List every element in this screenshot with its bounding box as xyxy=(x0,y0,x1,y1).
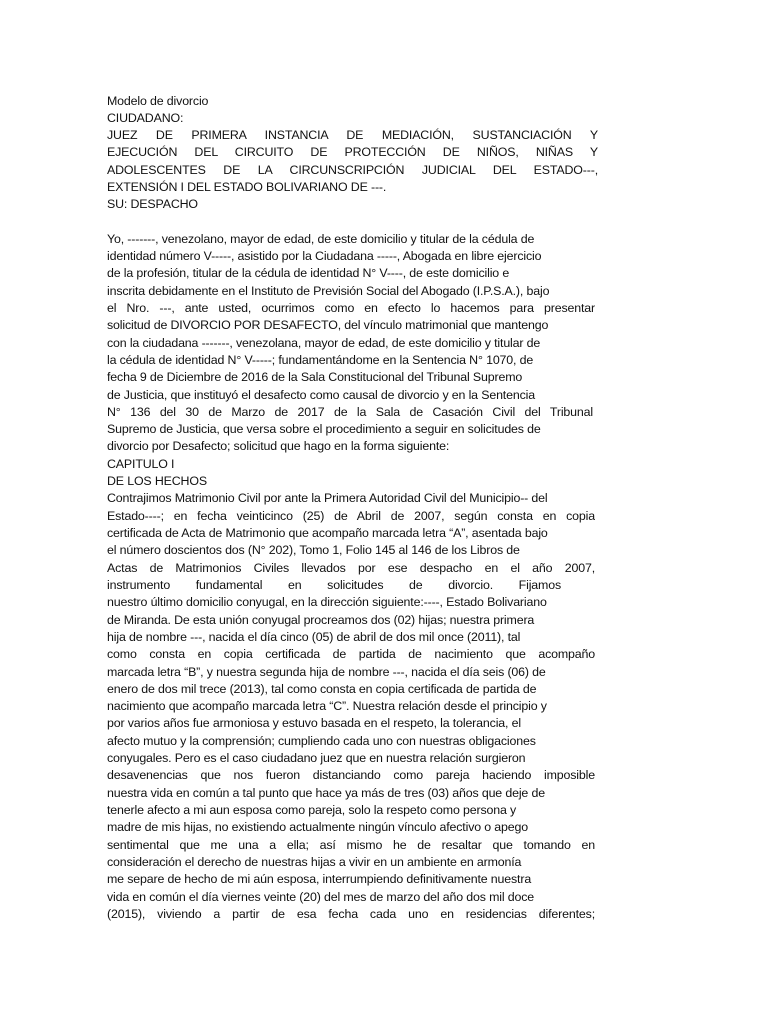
text-line: como consta en copia certificada de partida de nacimiento que acompaño xyxy=(107,647,595,661)
text-line: tenerle afecto a mi aun esposa como pareja, solo la respeto como persona y xyxy=(107,803,517,817)
text-line: certificada de Acta de Matrimonio que acompaño marcada letra “A”, asentada bajo xyxy=(107,526,548,540)
text-line: con la ciudadana -------, venezolana, mayor de edad, de este domicilio y titular de xyxy=(107,336,541,350)
text-line: hija de nombre ---, nacida el día cinco (05) de abril de dos mil once (2011), tal xyxy=(107,630,521,644)
text-line: consideración el derecho de nuestras hijas a vivir en un ambiente en armonía xyxy=(107,855,522,869)
text-line: instrumento fundamental en solicitudes de divorcio. Fijamos xyxy=(107,578,561,592)
text-line: fecha 9 de Diciembre de 2016 de la Sala Constitucional del Tribunal Supremo xyxy=(107,370,523,384)
text-line: madre de mis hijas, no existiendo actualmente ningún vínculo afectivo o apego xyxy=(107,820,529,834)
text-line: por varios años fue armoniosa y estuvo basada en el respeto, la tolerancia, el xyxy=(107,716,521,730)
text-line: SU: DESPACHO xyxy=(107,197,198,211)
chapter-heading: CAPITULO I xyxy=(107,457,175,471)
text-line: afecto mutuo y la comprensión; cumpliendo cada uno con nuestras obligaciones xyxy=(107,734,536,748)
addressee-label: CIUDADANO: xyxy=(107,111,184,125)
text-line: EXTENSIÓN I DEL ESTADO BOLIVARIANO DE ---. xyxy=(107,180,387,194)
text-line: sentimental que me una a ella; así mismo he de resaltar que tomando en xyxy=(107,838,595,852)
text-line: divorcio por Desafecto; solicitud que hago en la forma siguiente: xyxy=(107,439,450,453)
text-line: el Nro. ---, ante usted, ocurrimos como en efecto lo hacemos para presentar xyxy=(107,301,595,315)
text-line: Supremo de Justicia, que versa sobre el procedimiento a seguir en solicitudes de xyxy=(107,422,541,436)
text-line: ADOLESCENTES DE LA CIRCUNSCRIPCIÓN JUDICIAL DEL ESTADO---, xyxy=(107,163,598,177)
text-line: el número doscientos dos (N° 202), Tomo 1, Folio 145 al 146 de los Libros de xyxy=(107,543,520,557)
text-line: conyugales. Pero es el caso ciudadano juez que en nuestra relación surgieron xyxy=(107,751,526,765)
text-line: Actas de Matrimonios Civiles llevados por ese despacho en el año 2007, xyxy=(107,561,595,575)
document-title: Modelo de divorcio xyxy=(107,94,209,108)
text-line: de la profesión, titular de la cédula de identidad N° V----, de este domicilio e xyxy=(107,266,510,280)
text-line: nuestro último domicilio conyugal, en la dirección siguiente:----, Estado Bolivariano xyxy=(107,595,547,609)
text-line: la cédula de identidad N° V-----; fundamentándome en la Sentencia N° 1070, de xyxy=(107,353,534,367)
text-line: Yo, -------, venezolano, mayor de edad, de este domicilio y titular de la cédula de xyxy=(107,232,535,246)
text-line: (2015), viviendo a partir de esa fecha cada uno en residencias diferentes; xyxy=(107,907,595,921)
text-line: desavenencias que nos fueron distanciando como pareja haciendo imposible xyxy=(107,768,595,782)
text-line: JUEZ DE PRIMERA INSTANCIA DE MEDIACIÓN, SUSTANCIACIÓN Y xyxy=(107,128,598,142)
text-line: solicitud de DIVORCIO POR DESAFECTO, del vínculo matrimonial que mantengo xyxy=(107,318,549,332)
text-line: inscrita debidamente en el Instituto de Previsión Social del Abogado (I.P.S.A.), bajo xyxy=(107,284,550,298)
text-line: vida en común el día viernes veinte (20) del mes de marzo del año dos mil doce xyxy=(107,890,535,904)
text-line: EJECUCIÓN DEL CIRCUITO DE PROTECCIÓN DE NIÑOS, NIÑAS Y xyxy=(107,145,598,159)
section-heading: DE LOS HECHOS xyxy=(107,474,207,488)
text-line: de Miranda. De esta unión conyugal procreamos dos (02) hijas; nuestra primera xyxy=(107,613,535,627)
text-line: nuestra vida en común a tal punto que hace ya más de tres (03) años que deje de xyxy=(107,786,545,800)
text-line: Contrajimos Matrimonio Civil por ante la Primera Autoridad Civil del Municipio-- del xyxy=(107,491,548,505)
text-line: enero de dos mil trece (2013), tal como consta en copia certificada de partida de xyxy=(107,682,537,696)
text-line: de Justicia, que instituyó el desafecto como causal de divorcio y en la Sentencia xyxy=(107,388,535,402)
text-line: nacimiento que acompaño marcada letra “C”. Nuestra relación desde el principio y xyxy=(107,699,547,713)
text-line: marcada letra “B”, y nuestra segunda hija de nombre ---, nacida el día seis (06) de xyxy=(107,665,546,679)
text-line: identidad número V-----, asistido por la Ciudadana -----, Abogada en libre ejercicio xyxy=(107,249,542,263)
text-line: N° 136 del 30 de Marzo de 2017 de la Sala de Casación Civil del Tribunal xyxy=(107,405,593,419)
text-line: Estado----; en fecha veinticinco (25) de Abril de 2007, según consta en copia xyxy=(107,509,595,523)
text-line: me separe de hecho de mi aún esposa, interrumpiendo definitivamente nuestra xyxy=(107,872,532,886)
